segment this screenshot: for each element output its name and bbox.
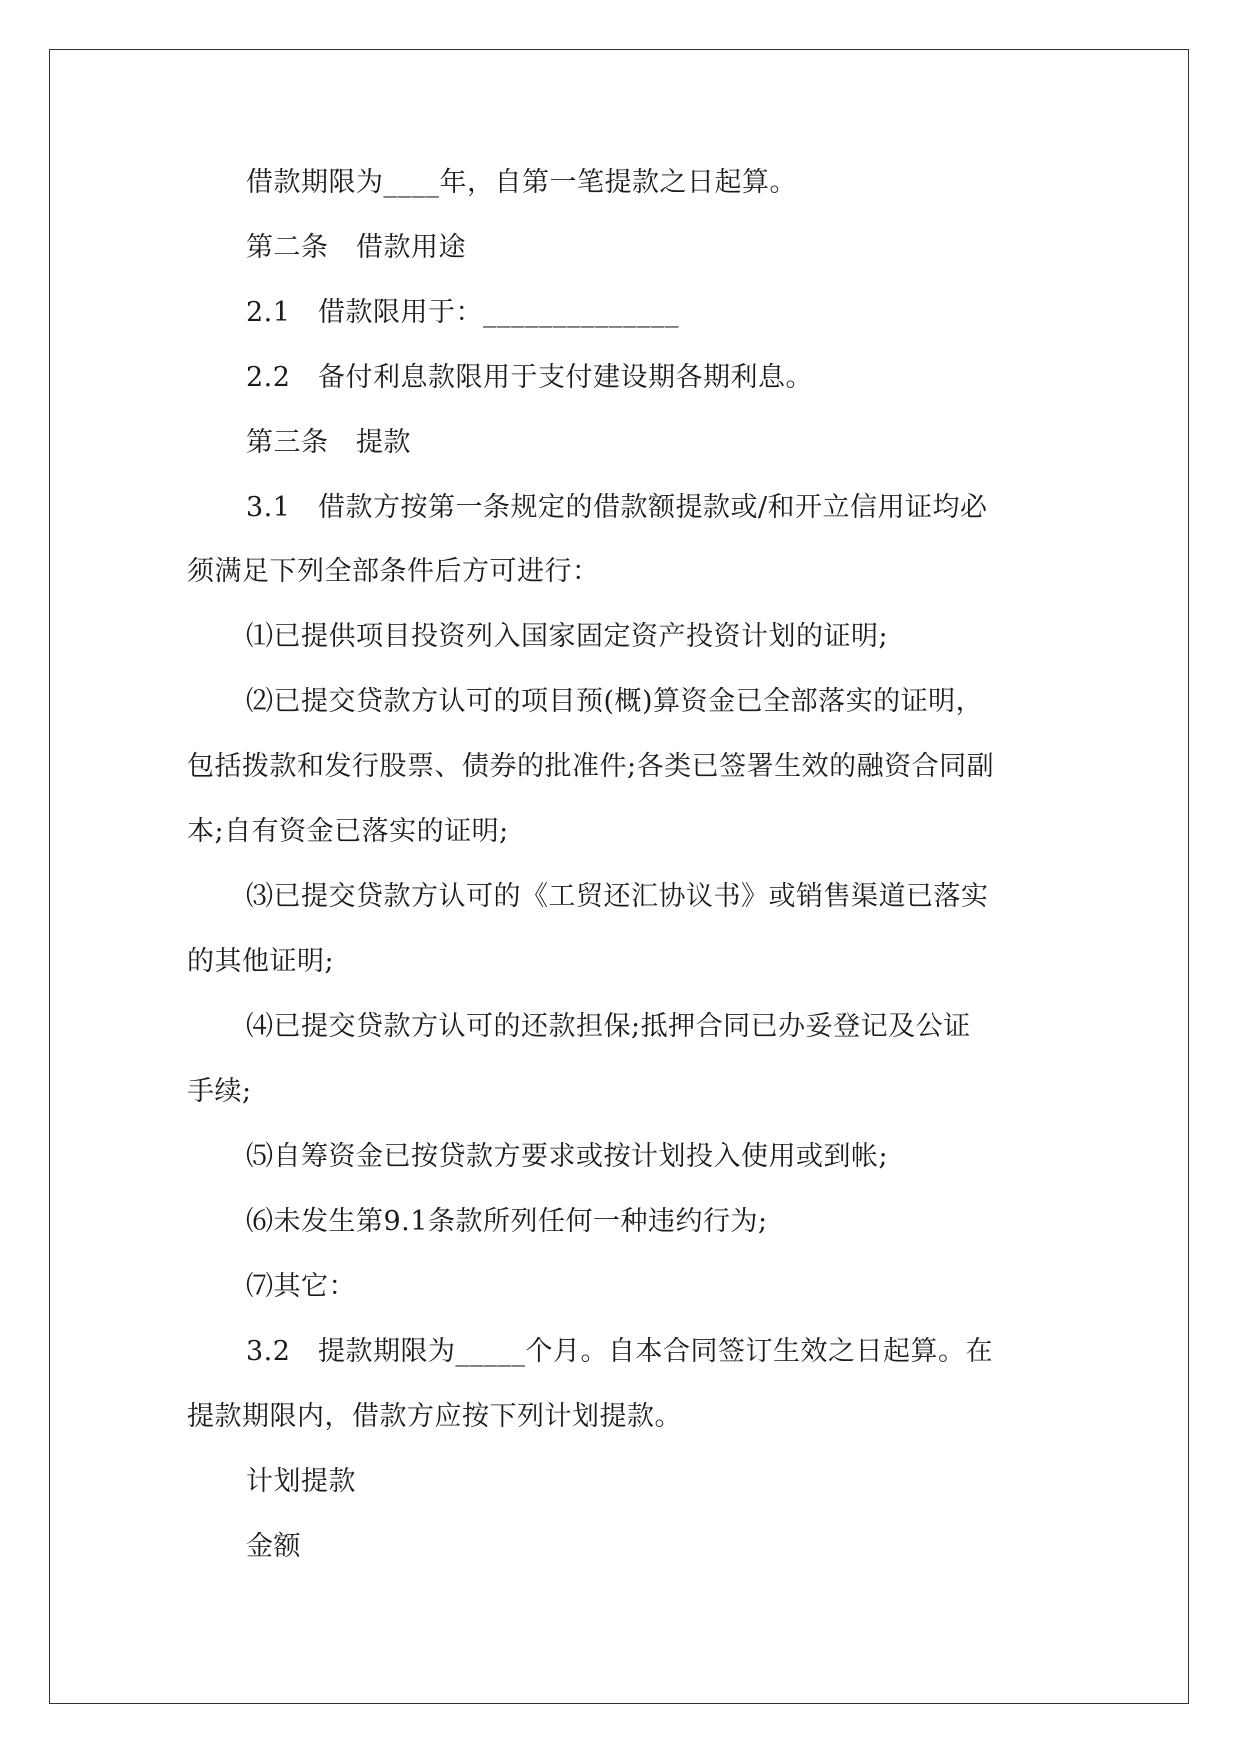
paragraph-loan-term: 借款期限为____年，自第一笔提款之日起算。 (246, 167, 797, 198)
clause-2-2: 2.2 备付利息款限用于支付建设期各期利息。 (246, 362, 813, 393)
article-3-heading: 第三条 提款 (246, 427, 411, 458)
amount-label: 金额 (246, 1531, 301, 1562)
condition-5: ⑸自筹资金已按贷款方要求或按计划投入使用或到帐; (246, 1141, 889, 1172)
condition-4-line-2: 手续; (187, 1076, 252, 1107)
clause-3-2-line-1: 3.2 提款期限为_____个月。自本合同签订生效之日起算。在 (246, 1336, 993, 1367)
condition-6: ⑹未发生第9.1条款所列任何一种违约行为; (246, 1206, 768, 1237)
clause-2-1: 2.1 借款限用于：______________ (246, 297, 679, 328)
condition-2-line-1: ⑵已提交贷款方认可的项目预(概)算资金已全部落实的证明， (246, 686, 984, 717)
condition-7: ⑺其它： (246, 1271, 356, 1302)
clause-3-2-line-2: 提款期限内，借款方应按下列计划提款。 (187, 1401, 682, 1432)
condition-4-line-1: ⑷已提交贷款方认可的还款担保;抵押合同已办妥登记及公证 (246, 1011, 971, 1042)
plan-withdrawal-label: 计划提款 (246, 1466, 356, 1497)
condition-1: ⑴已提供项目投资列入国家固定资产投资计划的证明; (246, 621, 889, 652)
condition-2-line-2: 包括拨款和发行股票、债券的批准件;各类已签署生效的融资合同副 (187, 751, 995, 782)
condition-3-line-2: 的其他证明; (187, 946, 335, 977)
clause-3-1-line-1: 3.1 借款方按第一条规定的借款额提款或/和开立信用证均必 (246, 492, 988, 523)
article-2-heading: 第二条 借款用途 (246, 232, 466, 263)
condition-2-line-3: 本;自有资金已落实的证明; (187, 816, 509, 847)
clause-3-1-line-2: 须满足下列全部条件后方可进行： (187, 556, 600, 587)
condition-3-line-1: ⑶已提交贷款方认可的《工贸还汇协议书》或销售渠道已落实 (246, 881, 989, 912)
